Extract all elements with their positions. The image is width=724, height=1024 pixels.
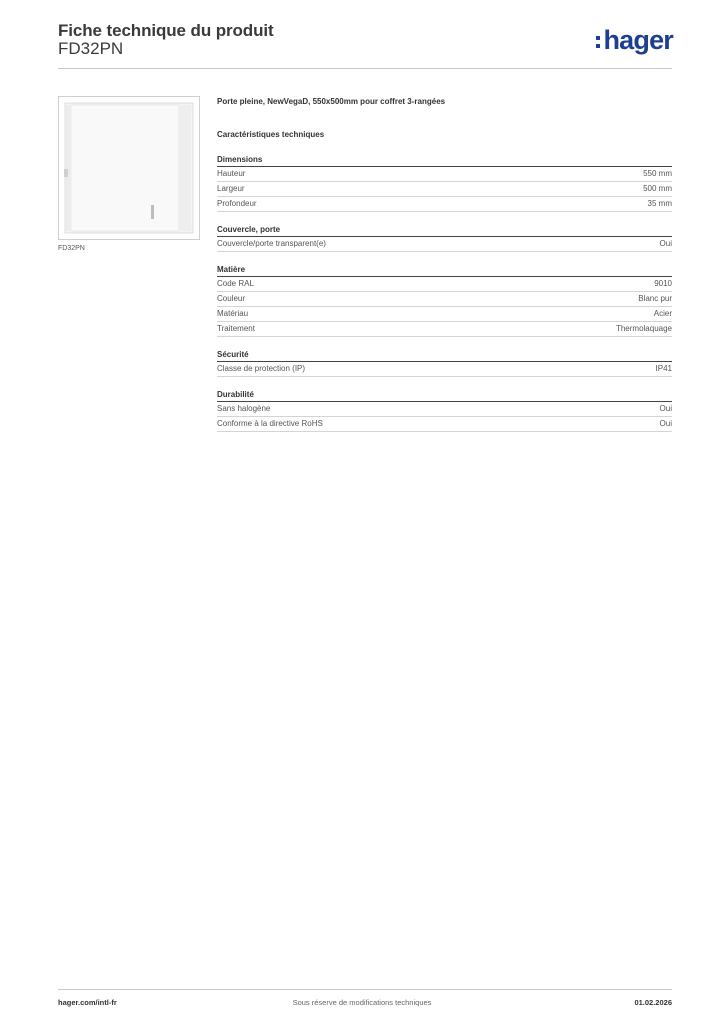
section-title: Durabilité: [217, 390, 672, 402]
section-title: Sécurité: [217, 350, 672, 362]
spec-row: [217, 277, 672, 292]
spec-value: 35 mm: [647, 199, 672, 208]
spec-row: [217, 402, 672, 417]
spec-label: Largeur: [217, 184, 245, 193]
section-material: [217, 265, 672, 337]
section-dimensions: [217, 155, 672, 212]
spec-value: Blanc pur: [638, 294, 672, 303]
spec-value: Oui: [659, 419, 672, 428]
spec-value: 500 mm: [643, 184, 672, 193]
spec-label: Hauteur: [217, 169, 246, 178]
spec-row: [217, 417, 672, 432]
section-title: Matière: [217, 265, 672, 277]
specs-title: Caractéristiques techniques: [217, 130, 325, 139]
product-image: [58, 96, 200, 240]
spec-label: Couvercle/porte transparent(e): [217, 239, 326, 248]
spec-row: [217, 292, 672, 307]
image-caption: FD32PN: [58, 245, 85, 252]
spec-content: [217, 97, 672, 432]
door-panel-icon: [59, 97, 199, 239]
footer-disclaimer: Sous réserve de modifications techniques: [292, 998, 432, 1007]
header-divider: [58, 68, 672, 69]
spec-label: Code RAL: [217, 279, 254, 288]
spec-row: [217, 322, 672, 337]
section-safety: [217, 350, 672, 377]
spec-label: Matériau: [217, 309, 249, 318]
spec-row: [217, 167, 672, 182]
spec-row: [217, 362, 672, 377]
spec-label: Couleur: [217, 294, 246, 303]
product-description: Porte pleine, NewVegaD, 550x500mm pour coffret 3-rangées: [217, 97, 446, 106]
spec-row: [217, 197, 672, 212]
spec-label: Classe de protection (IP): [217, 364, 306, 373]
hager-logo: [596, 27, 673, 54]
spec-value: Oui: [659, 404, 672, 413]
spec-value: 9010: [654, 279, 672, 288]
section-title: Couvercle, porte: [217, 225, 672, 237]
logo-dots-icon: [596, 36, 600, 48]
spec-label: Traitement: [217, 324, 255, 333]
product-reference: FD32PN: [58, 39, 124, 58]
spec-row: [217, 182, 672, 197]
spec-value: 550 mm: [643, 169, 672, 178]
footer-divider: [58, 989, 672, 990]
spec-label: Profondeur: [217, 199, 257, 208]
spec-row: [217, 307, 672, 322]
section-title: Dimensions: [217, 155, 672, 167]
spec-label: Sans halogène: [217, 404, 271, 413]
section-cover-door: [217, 225, 672, 252]
footer-date: 01.02.2026: [634, 998, 672, 1007]
spec-value: Thermolaquage: [615, 324, 672, 333]
spec-value: IP41: [655, 364, 672, 373]
logo-text: hager: [603, 25, 673, 55]
section-sustainability: [217, 390, 672, 432]
spec-row: [217, 237, 672, 252]
page-title: Fiche technique du produit: [58, 21, 274, 40]
spec-value: Acier: [653, 309, 672, 318]
footer-website-link[interactable]: hager.com/intl-fr: [58, 998, 117, 1007]
spec-value: Oui: [659, 239, 672, 248]
spec-label: Conforme à la directive RoHS: [217, 419, 323, 428]
